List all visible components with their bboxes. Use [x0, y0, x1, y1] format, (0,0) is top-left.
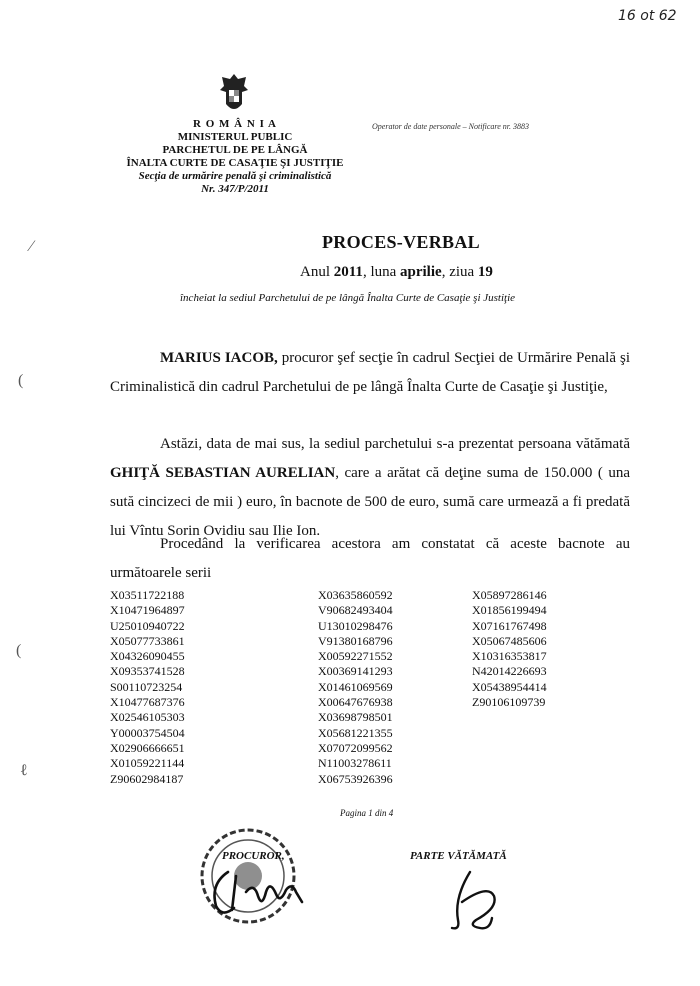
injured-party-name: GHIŢĂ SEBASTIAN AURELIAN	[110, 465, 336, 481]
serial-number: X07072099562	[318, 740, 393, 755]
serial-number: N42014226693	[472, 664, 547, 679]
injured-party-signature-label: PARTE VĂTĂMATĂ	[410, 850, 507, 862]
serial-number: X00592271552	[318, 649, 393, 664]
serial-number: X05897286146	[472, 588, 547, 602]
injured-party-text-1: Astăzi, data de mai sus, la sediul parchetului s-a prezentat persoana vătămată	[160, 436, 630, 452]
year-label: Anul	[300, 264, 330, 280]
serial-number: X05438954414	[472, 679, 547, 694]
serial-number: X02546105303	[110, 710, 185, 725]
serial-number: Y00003754504	[110, 725, 185, 740]
date-line	[300, 264, 493, 281]
day-value: 19	[477, 264, 493, 280]
serial-number: X05681221355	[318, 725, 393, 740]
serial-number: X09353741528	[110, 664, 185, 679]
serial-number: X01856199494	[472, 603, 547, 618]
margin-mark: (	[18, 372, 24, 389]
serial-number: X02906666651	[110, 740, 185, 755]
serial-number: V91380168796	[318, 633, 393, 648]
header-court: ÎNALTA CURTE DE CASAŢIE ŞI JUSTIŢIE	[126, 157, 344, 169]
serial-number: X04326090455	[110, 649, 185, 664]
serial-number: N11003278611	[318, 756, 392, 771]
operator-notice: Operator de date personale – Notificare nr. 3883	[372, 122, 530, 131]
serial-number: X10316353817	[472, 649, 547, 664]
month-value: aprilie	[400, 264, 442, 280]
year-value: 2011	[333, 264, 363, 280]
serial-number: U25010940722	[110, 618, 185, 633]
injured-party-text-2: , care a arătat că deţine suma de 150.000 ( una sută cincizeci de mii ) euro, în bacnote de 500 de euro, sumă care urmează a fi predată lui Vîntu Sorin Ovidiu sau Ilie Ion.	[110, 465, 630, 539]
serial-number: X00369141293	[318, 664, 393, 679]
paragraph-verification: Procedând la verificarea acestora am constatat că aceste bacnote au următoarele serii	[110, 536, 630, 581]
serial-number: X03635860592	[318, 588, 393, 602]
concluded-at-line: încheiat la sediul Parchetului de pe lângă Înalta Curte de Casaţie şi Justiţie	[180, 292, 516, 304]
header-section: Secţia de urmărire penală şi criminalistică	[138, 170, 332, 182]
serial-number: S00110723254	[110, 679, 183, 694]
serials-column-3	[472, 588, 547, 710]
serial-number: X03511722188	[110, 588, 185, 602]
month-label: , luna	[362, 264, 397, 280]
serial-number: X10477687376	[110, 695, 185, 710]
serial-number: X06753926396	[318, 771, 393, 786]
serial-number: Z90602984187	[110, 771, 184, 786]
serial-number: Z90106109739	[472, 695, 546, 710]
header-country: R O M Â N I A	[193, 118, 277, 130]
prosecutor-signature	[206, 862, 316, 927]
serials-column-2	[318, 588, 393, 787]
paragraph-injured-party	[110, 430, 630, 546]
serial-number: X05077733861	[110, 633, 185, 648]
serial-number: X03698798501	[318, 710, 393, 725]
serial-number: X00647676938	[318, 695, 393, 710]
serial-number: X10471964897	[110, 603, 185, 618]
injured-party-signature	[432, 868, 512, 943]
corner-handwritten-note: 16 ot 62	[618, 8, 677, 24]
serial-number: X01461069569	[318, 679, 393, 694]
coat-of-arms-icon	[218, 72, 250, 121]
serial-number: U13010298476	[318, 618, 393, 633]
day-label: , ziua	[441, 264, 475, 280]
header-number: Nr. 347/P/2011	[201, 183, 269, 195]
serial-number: X01059221144	[110, 756, 185, 771]
prosecutor-text: procuror şef secţie în cadrul Secţiei de Urmărire Penală şi Criminalistică din cadrul Parchetului de pe lângă Înalta Curte de Casaţie şi Justiţie,	[110, 350, 630, 395]
margin-mark: ℓ	[20, 762, 28, 779]
margin-mark: (	[16, 642, 22, 659]
header-ministry: MINISTERUL PUBLIC	[177, 131, 293, 143]
paragraph-prosecutor	[110, 344, 630, 402]
prosecutor-name: MARIUS IACOB,	[160, 350, 278, 366]
serials-column-1	[110, 588, 185, 787]
margin-mark: ⁄	[30, 238, 33, 255]
serial-number: V90682493404	[318, 603, 393, 618]
prosecutor-signature-label: PROCUROR,	[222, 850, 285, 862]
page-number: Pagina 1 din 4	[340, 808, 394, 818]
serial-number: X05067485606	[472, 633, 547, 648]
header-office: PARCHETUL DE PE LÂNGĂ	[162, 144, 308, 156]
institution-header	[110, 118, 360, 196]
document-title: PROCES-VERBAL	[322, 232, 480, 252]
serial-number: X07161767498	[472, 618, 547, 633]
